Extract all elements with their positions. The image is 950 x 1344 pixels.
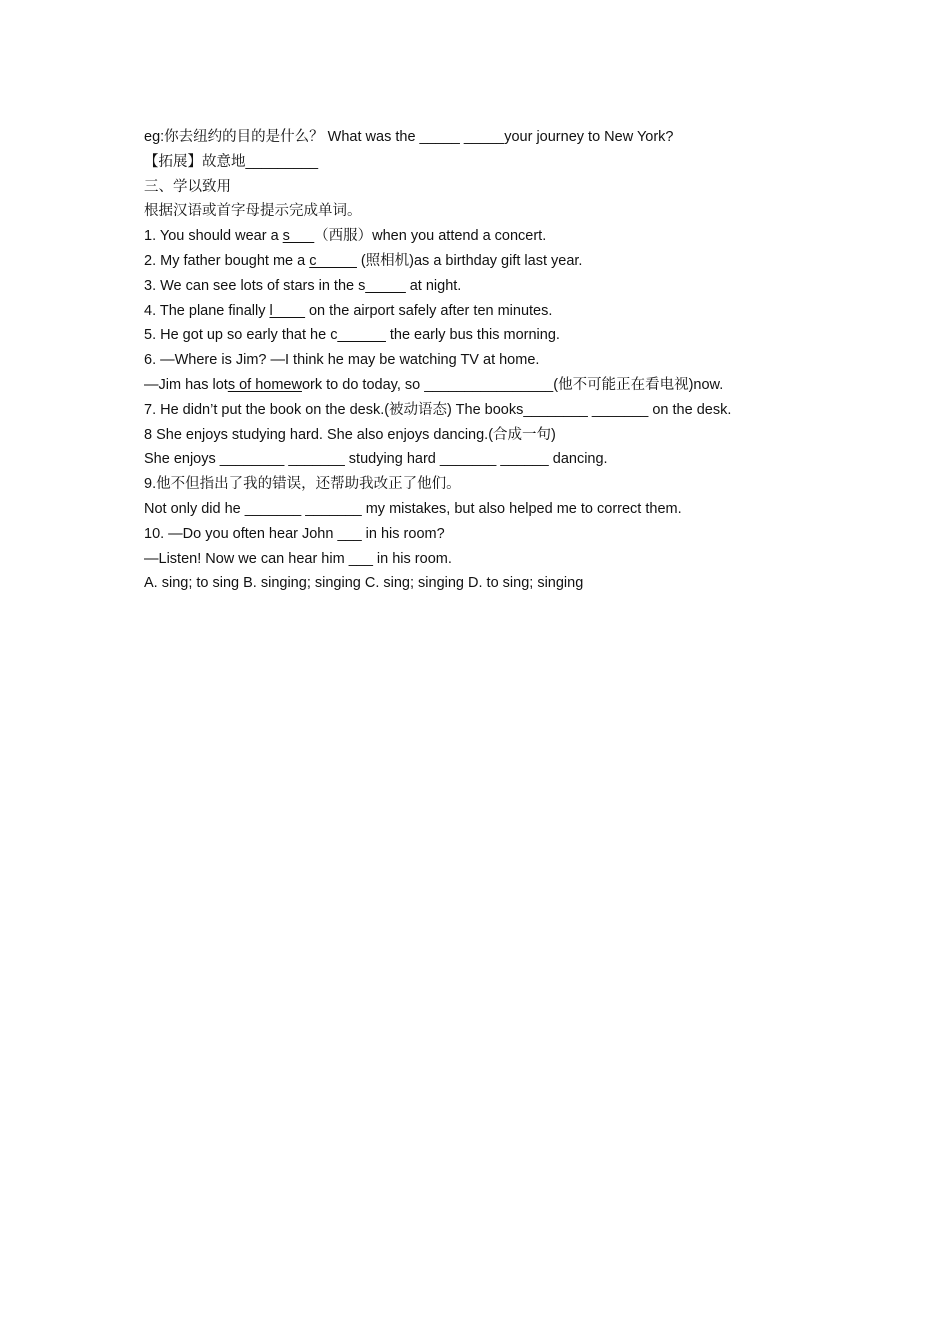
line-example: eg:你去纽约的目的是什么？ What was the _____ _____your journey to New York? [144,129,674,145]
question-9: 9.他不但指出了我的错误，还帮助我改正了他们。 [144,476,461,493]
answer-blank: s___ [282,228,315,245]
section-heading: 三、学以致用 [144,178,231,195]
question-6-reply: —Jim has lots of homework to do today, so ________________(他不可能正在看电视)now. [144,376,724,393]
question-2: 2. My father bought me a c_____ (照相机)as a birthday gift last year. [144,252,583,269]
instruction: 根据汉语或首字母提示完成单词。 [144,203,362,220]
question-10-reply: —Listen! Now we can hear him ___ in his room. [144,550,452,567]
question-9-answer: Not only did he _______ _______ my mistakes, but also helped me to correct them. [144,500,682,517]
answer-blank: c_____ [309,252,357,269]
question-8-answer: She enjoys ________ _______ studying hard _______ ______ dancing. [144,451,608,468]
question-6: 6. —Where is Jim? —I think he may be watching TV at home. [144,352,540,369]
question-5: 5. He got up so early that he c______ the early bus this morning. [144,327,560,344]
question-3: 3. We can see lots of stars in the s_____ at night. [144,277,462,294]
question-8: 8 She enjoys studying hard. She also enjoys dancing.(合成一句) [144,426,556,443]
answer-blank: ______ [337,327,386,344]
question-7: 7. He didn’t put the book on the desk.(被动语态) The books________ _______ on the desk. [144,401,732,418]
exercise-text [144,125,804,596]
underlined-text: s of homew [227,376,302,393]
line-extension: 【拓展】故意地_________ [144,153,319,170]
answer-blank: _____ [365,277,406,294]
question-10: 10. —Do you often hear John ___ in his room? [144,525,445,542]
question-4: 4. The plane finally l____ on the airport safely after ten minutes. [144,302,553,319]
question-1: 1. You should wear a s___（西服）when you attend a concert. [144,228,547,245]
answer-blank: l____ [269,302,305,319]
question-10-options: A. sing; to sing B. singing; singing C. sing; singing D. to sing; singing [144,575,584,592]
